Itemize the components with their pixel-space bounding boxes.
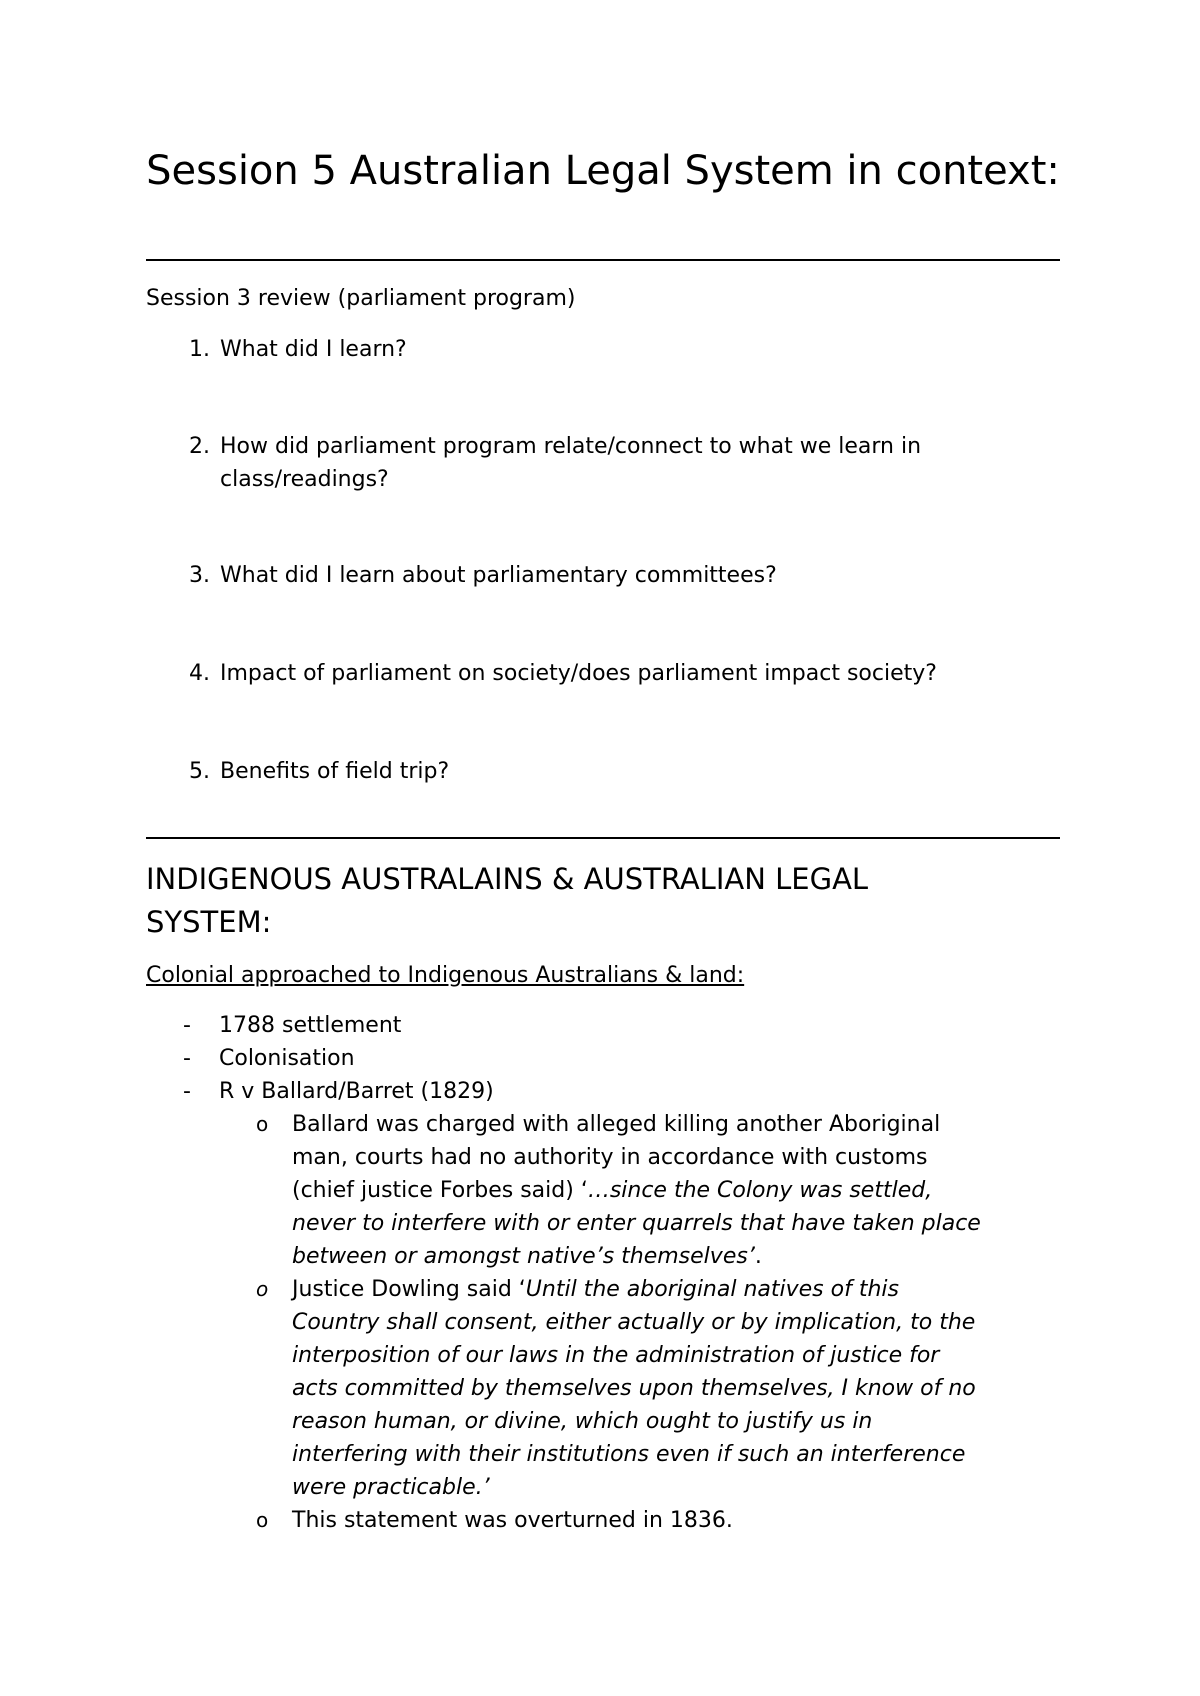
bullet-text: 1788 settlement <box>219 1013 402 1038</box>
sub-bullet-line: This statement was overturned in 1836. <box>292 1508 733 1533</box>
question-text-line: How did parliament program relate/connect to what we learn in <box>220 434 922 459</box>
sub-bullet-line <box>292 1339 1062 1372</box>
section-heading <box>146 858 1060 944</box>
quote-text: acts committed by themselves upon themselves, I know of no <box>292 1376 976 1401</box>
question-text: Benefits of field trip? <box>220 759 450 784</box>
question-number: 5. <box>189 759 210 784</box>
circle-bullet-marker: o <box>256 1277 269 1301</box>
circle-bullet-marker: o <box>256 1112 269 1136</box>
question-number: 4. <box>189 661 210 686</box>
question-number: 1. <box>189 337 210 362</box>
sub-bullet-line <box>292 1207 1062 1240</box>
quote-text: interfering with their institutions even if such an interference <box>292 1442 966 1467</box>
section-heading-line: SYSTEM: <box>146 905 272 939</box>
sub-bullet-dowling <box>292 1273 1062 1504</box>
section-heading-line: INDIGENOUS AUSTRALAINS & AUSTRALIAN LEGAL <box>146 862 869 896</box>
review-heading: Session 3 review (parliament program) <box>146 286 576 311</box>
question-text-line: class/readings? <box>220 467 389 492</box>
sub-bullet-text: Justice Dowling said ‘ <box>292 1277 526 1302</box>
question-number: 2. <box>189 434 210 459</box>
quote-text: interposition of our laws in the administration of justice for <box>292 1343 940 1368</box>
quote-text: reason human, or divine, which ought to justify us in <box>292 1409 873 1434</box>
bullet-text: Colonisation <box>219 1046 355 1071</box>
sub-bullet-line: Ballard was charged with alleged killing another Aboriginal <box>292 1112 941 1137</box>
sub-bullet-overturned <box>292 1504 1062 1537</box>
question-text: Impact of parliament on society/does parliament impact society? <box>220 661 937 686</box>
quote-text: …since the Colony was settled, <box>587 1178 933 1203</box>
dash-bullet-marker: - <box>183 1046 191 1071</box>
subsection-heading: Colonial approached to Indigenous Australians & land: <box>146 963 745 988</box>
quote-text: never to interfere with or enter quarrels that have taken place <box>292 1211 981 1236</box>
sub-bullet-line <box>292 1438 1062 1471</box>
section-divider <box>146 837 1060 839</box>
sub-bullet-text: . <box>754 1244 762 1269</box>
quote-text: were practicable.’ <box>292 1475 490 1500</box>
dash-bullet-marker: - <box>183 1013 191 1038</box>
quote-text: Until the aboriginal natives of this <box>525 1277 899 1302</box>
title-divider <box>146 259 1060 261</box>
sub-bullet-line <box>292 1405 1062 1438</box>
sub-bullet-line: man, courts had no authority in accordance with customs <box>292 1145 928 1170</box>
sub-bullet-line <box>292 1273 1062 1306</box>
circle-bullet-marker: o <box>256 1508 269 1532</box>
question-text: What did I learn? <box>220 337 407 362</box>
quote-text: between or amongst native’s themselves’ <box>292 1244 755 1269</box>
sub-bullet-line <box>292 1240 1062 1273</box>
sub-bullet-line <box>292 1174 1062 1207</box>
sub-bullet-ballard <box>292 1108 1062 1273</box>
dash-bullet-marker: - <box>183 1079 191 1104</box>
sub-bullet-line <box>292 1471 1062 1504</box>
bullet-text: R v Ballard/Barret (1829) <box>219 1079 494 1104</box>
sub-bullet-line <box>292 1306 1062 1339</box>
question-number: 3. <box>189 563 210 588</box>
quote-text: Country shall consent, either actually or by implication, to the <box>292 1310 976 1335</box>
sub-bullet-line <box>292 1372 1062 1405</box>
sub-bullet-text: (chief justice Forbes said) ‘ <box>292 1178 588 1203</box>
page-title: Session 5 Australian Legal System in context: <box>146 148 1060 194</box>
question-text: What did I learn about parliamentary committees? <box>220 563 777 588</box>
